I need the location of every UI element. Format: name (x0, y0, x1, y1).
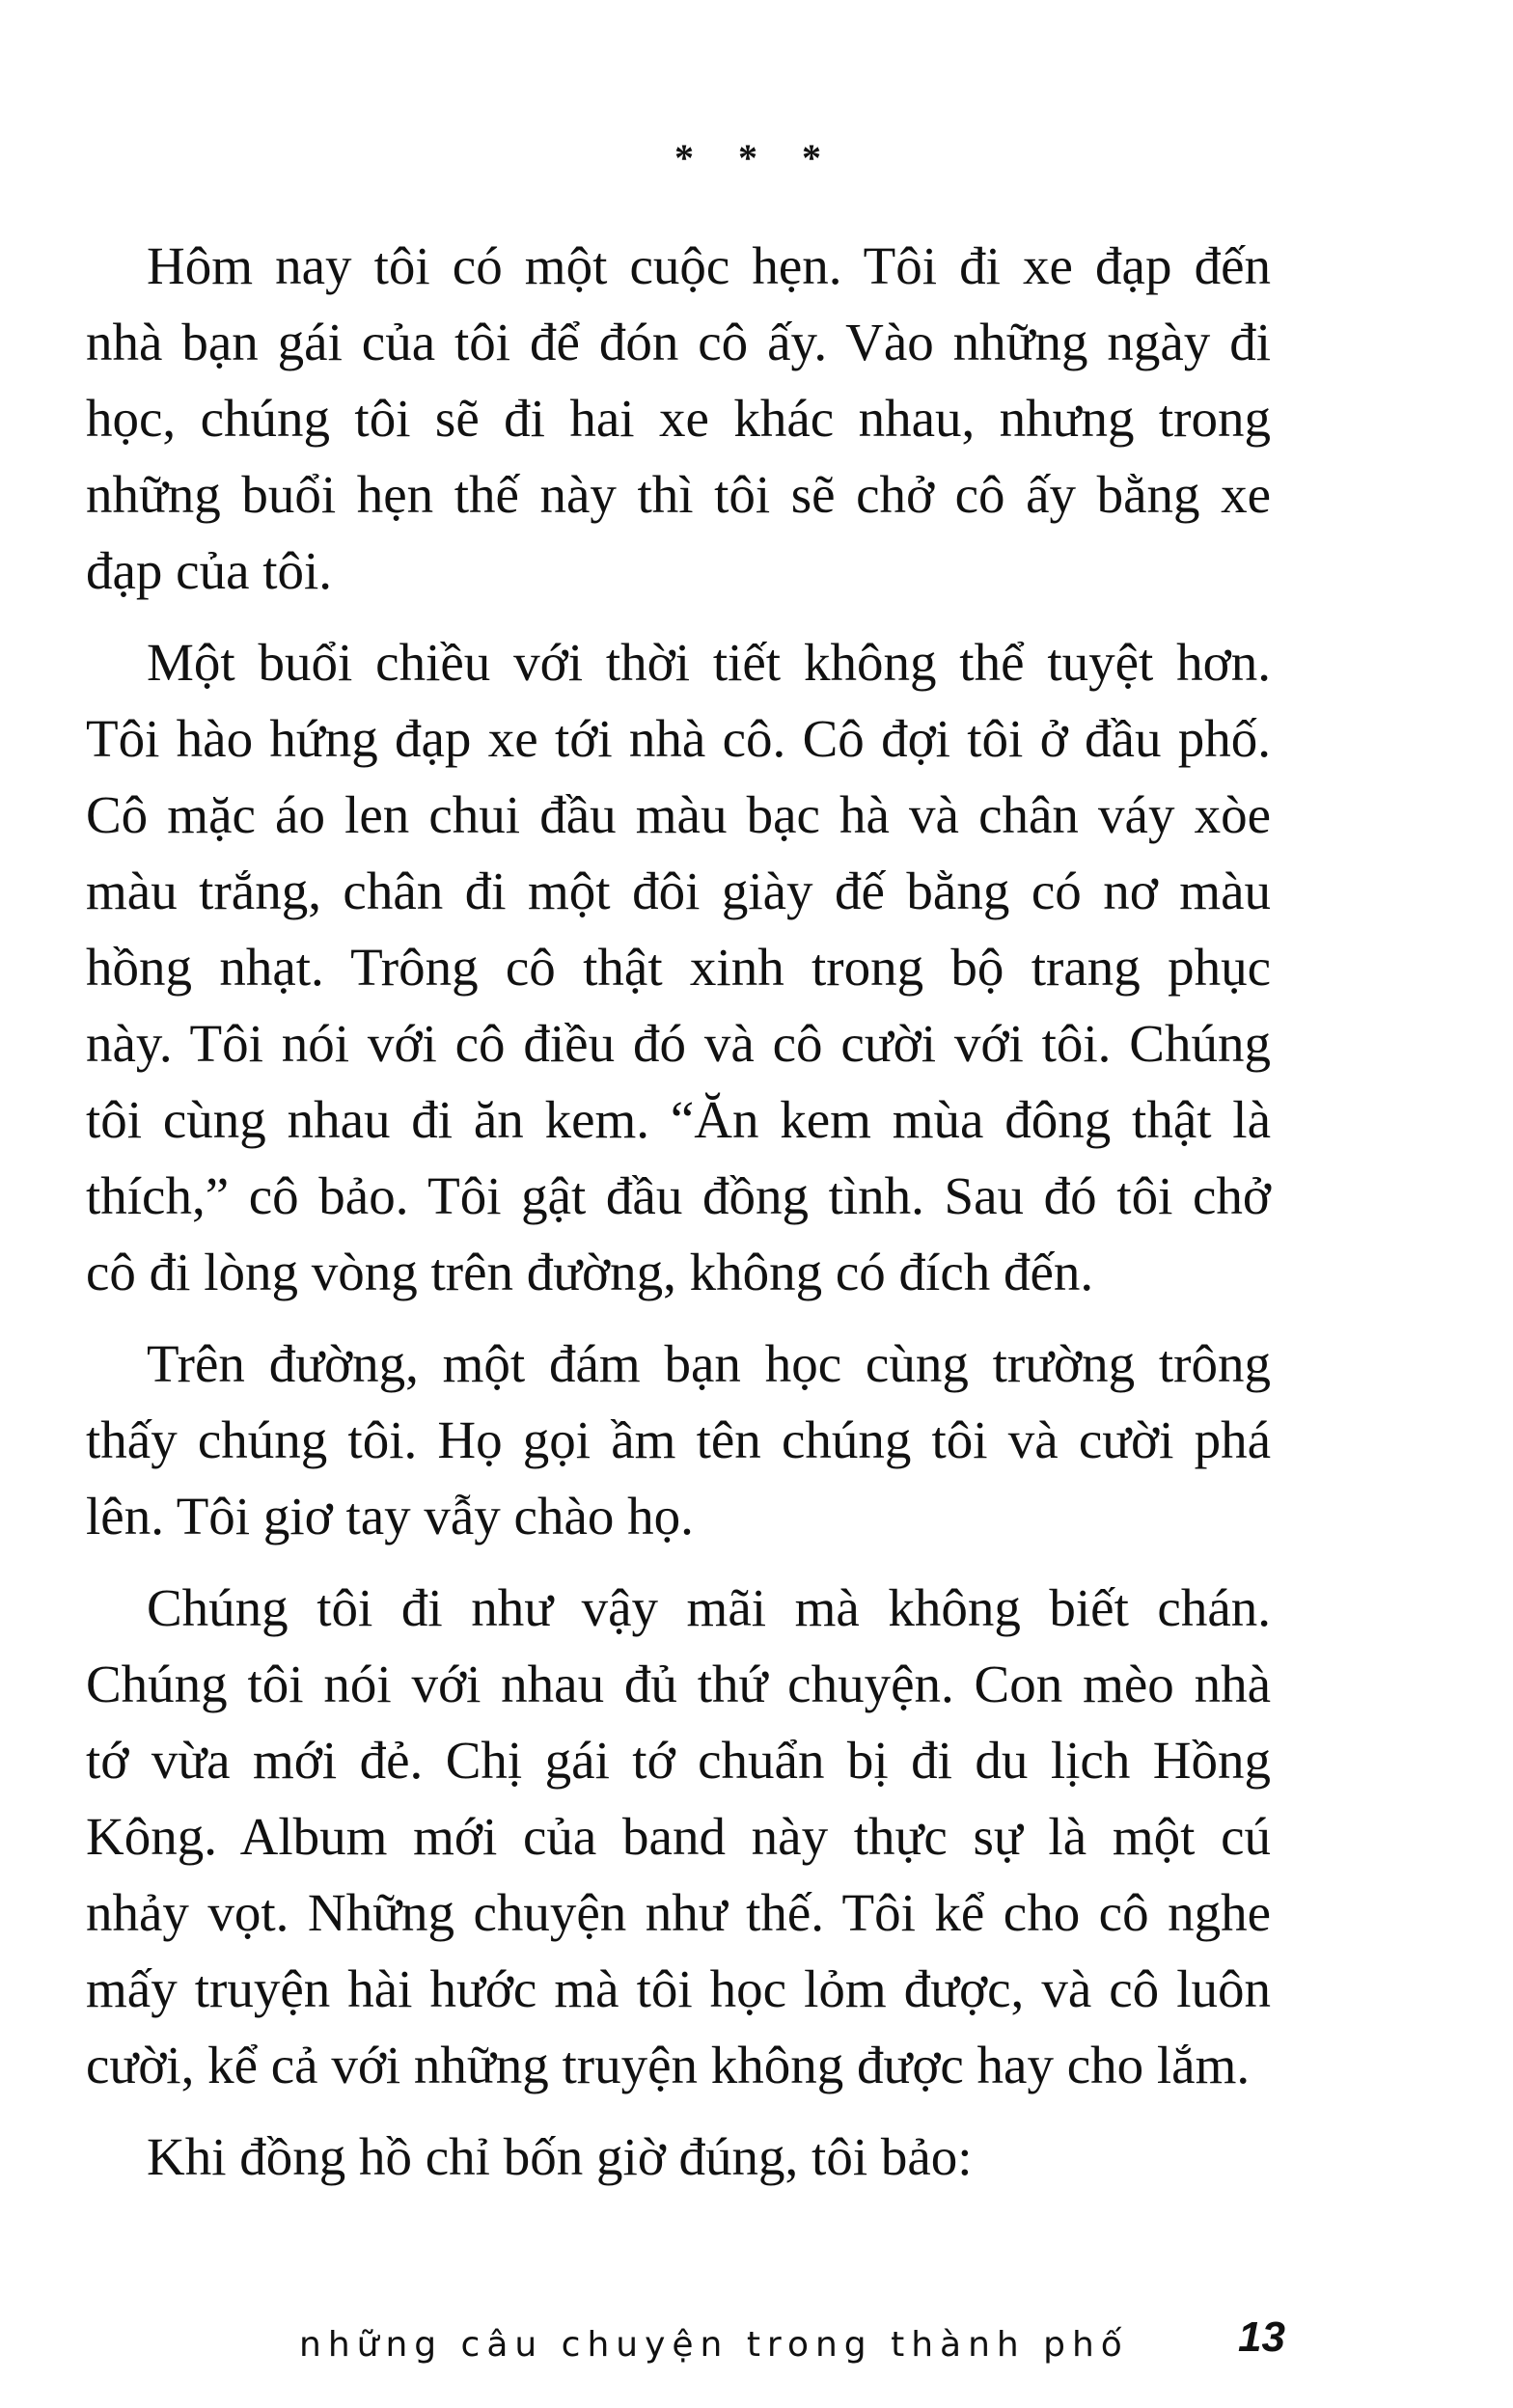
running-title: những câu chuyện trong thành phố (299, 2325, 1129, 2365)
text-line: lên. Tôi giơ tay vẫy chào họ. (86, 1487, 694, 1546)
text-line: nhà bạn gái của tôi để đón cô ấy. Vào những ngày đi (86, 313, 1271, 371)
paragraph (86, 1326, 1271, 1554)
body-text (86, 228, 1271, 2210)
text-line: Chúng tôi đi như vậy mãi mà không biết chán. (147, 1578, 1271, 1637)
text-line: nhảy vọt. Những chuyện như thế. Tôi kể cho cô nghe (86, 1883, 1271, 1942)
section-separator: * * * (674, 136, 839, 179)
text-line: Chúng tôi nói với nhau đủ thứ chuyện. Con mèo nhà (86, 1655, 1271, 1713)
paragraph (86, 624, 1271, 1310)
paragraph (86, 228, 1271, 609)
text-line: Hôm nay tôi có một cuộc hẹn. Tôi đi xe đạp đến (147, 236, 1271, 295)
text-line: thấy chúng tôi. Họ gọi ầm tên chúng tôi và cười phá (86, 1410, 1271, 1469)
text-line: học, chúng tôi sẽ đi hai xe khác nhau, nhưng trong (86, 389, 1271, 448)
text-line: màu trắng, chân đi một đôi giày đế bằng có nơ màu (86, 862, 1271, 920)
page-number: 13 (1238, 2313, 1285, 2361)
text-line: đạp của tôi. (86, 541, 333, 600)
text-line: Khi đồng hồ chỉ bốn giờ đúng, tôi bảo: (147, 2127, 973, 2186)
text-line: tôi cùng nhau đi ăn kem. “Ăn kem mùa đông thật là (86, 1090, 1271, 1149)
text-line: cô đi lòng vòng trên đường, không có đích đến. (86, 1243, 1094, 1301)
text-line: Một buổi chiều với thời tiết không thể tuyệt hơn. (147, 633, 1271, 692)
text-line: mấy truyện hài hước mà tôi học lỏm được, và cô luôn (86, 1959, 1271, 2018)
text-line: Trên đường, một đám bạn học cùng trường trông (147, 1334, 1271, 1393)
text-line: Cô mặc áo len chui đầu màu bạc hà và chân váy xòe (86, 785, 1271, 844)
text-line: những buổi hẹn thế này thì tôi sẽ chở cô ấy bằng xe (86, 465, 1271, 524)
text-line: hồng nhạt. Trông cô thật xinh trong bộ trang phục (86, 938, 1271, 997)
text-line: Tôi hào hứng đạp xe tới nhà cô. Cô đợi tôi ở đầu phố. (86, 709, 1271, 768)
paragraph (86, 1570, 1271, 2103)
text-line: này. Tôi nói với cô điều đó và cô cười với tôi. Chúng (86, 1014, 1271, 1073)
paragraph (86, 2119, 1271, 2195)
text-line: Kông. Album mới của band này thực sự là một cú (86, 1807, 1271, 1866)
text-line: cười, kể cả với những truyện không được hay cho lắm. (86, 2036, 1251, 2094)
text-line: thích,” cô bảo. Tôi gật đầu đồng tình. Sau đó tôi chở (86, 1166, 1271, 1225)
text-line: tớ vừa mới đẻ. Chị gái tớ chuẩn bị đi du lịch Hồng (86, 1731, 1271, 1790)
